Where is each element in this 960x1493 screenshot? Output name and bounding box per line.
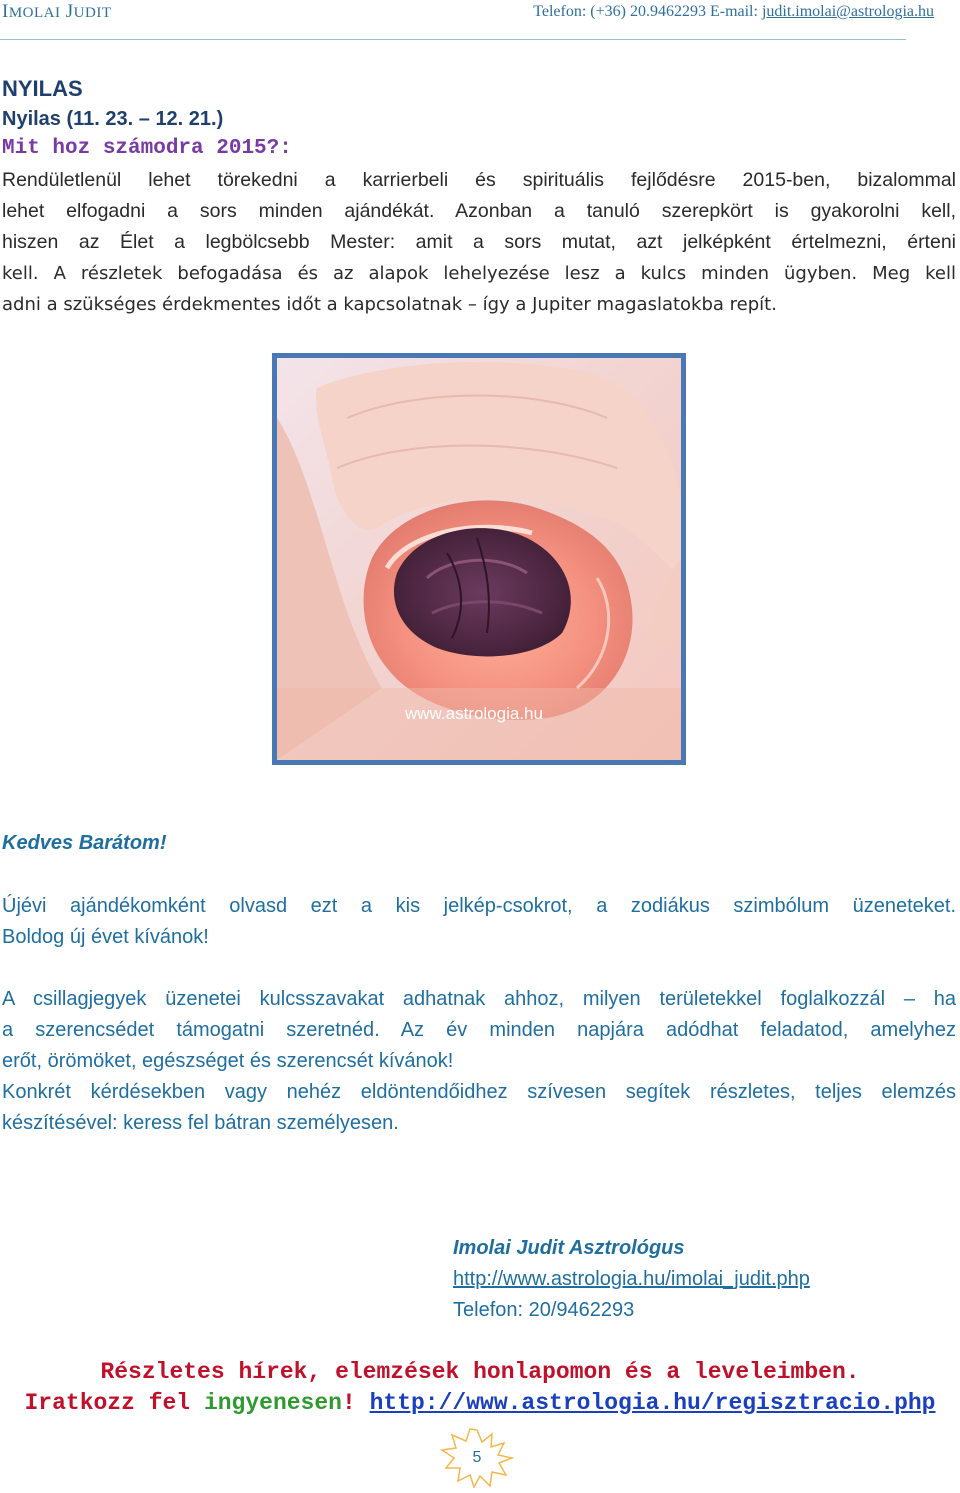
sagittarius-photo: [272, 353, 686, 765]
paragraph-line: Boldog új évet kívánok!: [2, 926, 209, 948]
paragraph-line: Konkrét kérdésekben vagy nehéz eldöntendőidhez szívesen segítek részletes, teljes elemzés: [2, 1081, 956, 1103]
zodiac-message-paragraph: [2, 984, 956, 1139]
free-text: ingyenesen: [203, 1390, 342, 1416]
promo-headline: Részletes hírek, elemzések honlapomon és a leveleimben.: [100, 1359, 860, 1385]
promo-subscribe-line: [0, 1390, 960, 1416]
subscribe-text: Iratkozz fel: [24, 1390, 191, 1416]
paragraph-line: készítésével: keress fel bátran személyesen.: [2, 1112, 399, 1134]
hands-holding-rose-image: [277, 358, 681, 760]
horoscope-paragraph: [2, 165, 956, 320]
signature-website-link[interactable]: http://www.astrologia.hu/imolai_judit.php: [453, 1268, 810, 1290]
signature-name: Imolai Judit Asztrológus: [453, 1237, 685, 1259]
sign-title: NYILAS: [2, 76, 83, 101]
page-number-star: [434, 1428, 520, 1488]
paragraph-line: Újévi ajándékomként olvasd ezt a kis jelkép-csokrot, a zodiákus szimbólum üzeneteket.: [2, 895, 956, 917]
signature-phone: Telefon: 20/9462293: [453, 1299, 635, 1321]
header-contact: [533, 3, 934, 21]
year-question-heading: Mit hoz számodra 2015?:: [2, 137, 292, 160]
photo-image: [277, 358, 681, 760]
paragraph-line: lehet elfogadni a sors minden ajándékát. Azonban a tanuló szerepkört is gyakorolni kell,: [2, 200, 956, 222]
paragraph-line: adni a szükséges érdekmentes időt a kapcsolatnak – így a Jupiter magaslatokba repít.: [2, 294, 777, 315]
photo-watermark: www.astrologia.hu: [405, 704, 543, 723]
header-author-name: IMOLAI JUDIT: [2, 1, 112, 22]
page-number: 5: [472, 1449, 482, 1466]
registration-link[interactable]: http://www.astrologia.hu/regisztracio.php: [369, 1390, 936, 1416]
paragraph-line: A csillagjegyek üzenetei kulcsszavakat adhatnak ahhoz, milyen területekkel foglalkozzál – ha: [2, 988, 956, 1010]
header-email-link[interactable]: judit.imolai@astrologia.hu: [761, 3, 934, 20]
sign-dates: Nyilas (11. 23. – 12. 21.): [2, 108, 224, 130]
paragraph-line: a szerencsédet támogatni szeretnéd. Az év minden napjára adódhat feladatod, amelyhez: [2, 1019, 956, 1041]
header-divider: [0, 39, 906, 40]
new-year-paragraph: [2, 891, 956, 953]
exclamation: !: [341, 1390, 356, 1416]
paragraph-line: Rendületlenül lehet törekedni a karrierbeli és spirituális fejlődésre 2015-ben, bizalommal: [2, 169, 956, 191]
paragraph-line: kell. A részletek befogadása és az alapok lehelyezése lesz a kulcs minden ügyben. Meg kell: [2, 263, 956, 284]
paragraph-line: erőt, örömöket, egészséget és szerencsét kívánok!: [2, 1050, 454, 1072]
paragraph-line: hiszen az Élet a legbölcsebb Mester: amit a sors mutat, azt jelképként értelmezni, érteni: [2, 231, 956, 253]
header-phone-label: Telefon: (+36) 20.9462293 E-mail:: [533, 3, 762, 20]
greeting-heading: Kedves Barátom!: [2, 832, 167, 854]
